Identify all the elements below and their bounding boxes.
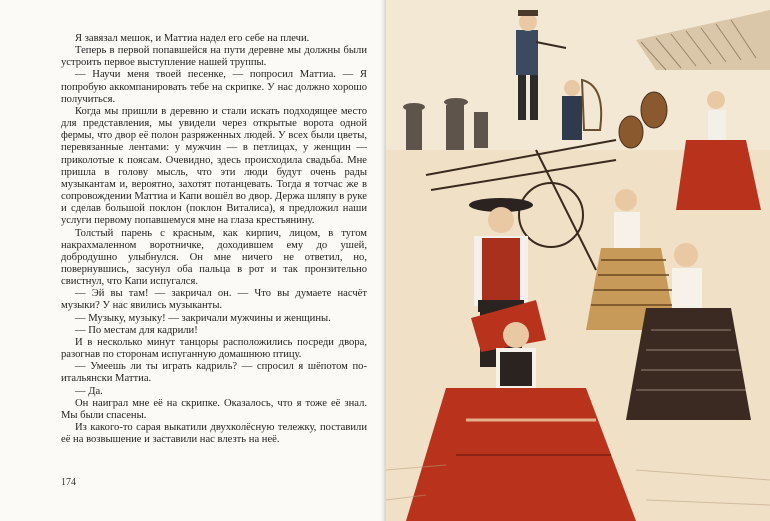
left-page bbox=[0, 0, 384, 521]
paragraph: Когда мы пришли в деревню и стали искать подходящее место для представления, мы увидели через открытые ворота одной фермы, что двор её полон разряженных людей. У всех были цветы, перевязанные лентами: у мужчин — в петлицах, у женщин — приколотые к поясам. Очевидно, здесь происходила свадьба. Мне пришла в голову мысль, что эти люди будут очень рады музыкантам и, вероятно, захотят потанцевать. Тогда я тотчас же в сопровождении Маттиа и Капи вошёл во двор. Держа шляпу в руке и сделав большой поклон (поклон Виталиса), я предложил наши услуги первому попавшемуся мне на глаза крестьянину. bbox=[61, 105, 367, 227]
paragraph: Он наиграл мне её на скрипке. Оказалось, что я тоже её знал. Мы были спасены. bbox=[61, 397, 367, 421]
paragraph: Толстый парень с красным, как кирпич, лицом, в тугом накрахмаленном воротничке, доходившем ему до ушей, добродушно улыбнулся. Он мне ничего не ответил, но, повернувшись, засунул оба пальца в рот и так пронзительно свистнул, что Капи испугался. bbox=[61, 227, 367, 288]
text-block bbox=[61, 33, 367, 446]
paragraph: — Да. bbox=[75, 385, 103, 397]
page-number: 174 bbox=[61, 477, 76, 488]
paragraph: — По местам для кадрили! bbox=[75, 324, 198, 336]
paragraph: — Эй вы там! — закричал он. — Что вы думаете насчёт музыки? У нас явились музыканты. bbox=[61, 288, 367, 312]
paragraph: — Музыку, музыку! — закричали мужчины и женщины. bbox=[75, 312, 331, 324]
paragraph: — Умеешь ли ты играть кадриль? — спросил я шёпотом по-итальянски Маттиа. bbox=[61, 361, 367, 385]
paragraph: Теперь в первой попавшейся на пути деревне мы должны были устроить первое выступление нашей труппы. bbox=[61, 45, 367, 69]
paragraph: — Научи меня твоей песенке, — попросил Маттиа. — Я попробую аккомпанировать тебе на скрипке. У нас должно хорошо получиться. bbox=[61, 69, 367, 105]
paragraph: И в несколько минут танцоры расположились посреди двора, разогнав по сторонам испуганную домашнюю птицу. bbox=[61, 336, 367, 361]
village-wedding-dance-illustration bbox=[386, 0, 770, 521]
right-page bbox=[386, 0, 770, 521]
paragraph: Я завязал мешок, и Маттиа надел его себе на плечи. bbox=[75, 33, 310, 44]
paragraph: Из какого-то сарая выкатили двухколёсную тележку, поставили её на возвышение и заставили нас влезть на неё. bbox=[61, 422, 367, 446]
